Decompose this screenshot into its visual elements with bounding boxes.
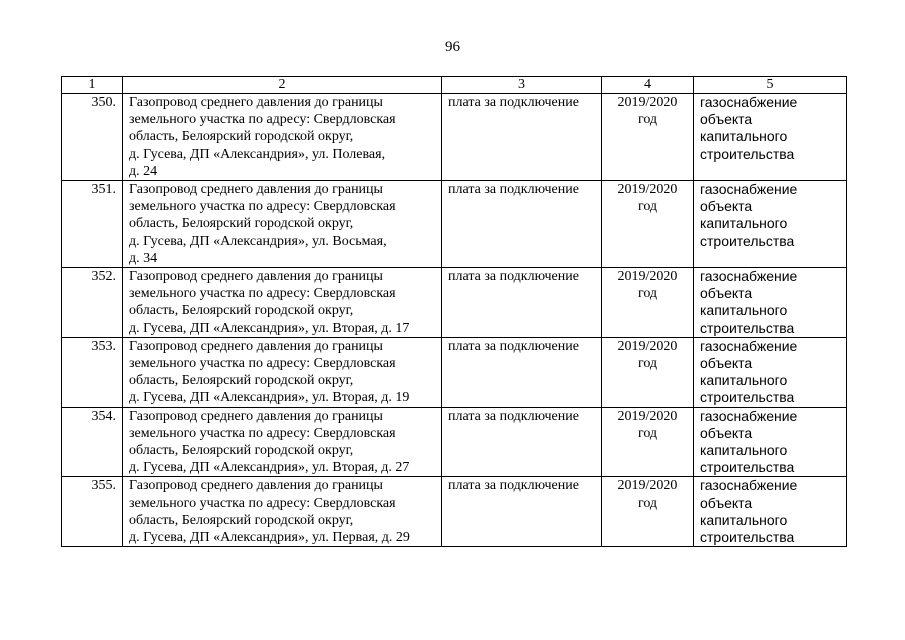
purpose-cell — [694, 337, 847, 407]
description-line: земельного участка по адресу: Свердловская — [129, 199, 396, 215]
table-row — [62, 94, 847, 181]
purpose-line: строительства — [700, 232, 795, 249]
term-line: 2019/2020 — [617, 338, 678, 354]
description-cell — [123, 268, 442, 338]
purpose-line: капитального — [700, 372, 788, 389]
description-line: д. Гусева, ДП «Александрия», ул. Вторая, д. 19 — [129, 390, 410, 406]
term-cell — [602, 181, 694, 268]
table-row — [62, 337, 847, 407]
purpose-line: газоснабжение — [700, 268, 798, 285]
purpose-cell — [694, 268, 847, 338]
purpose-line: газоснабжение — [700, 181, 798, 198]
table-header-row — [62, 77, 847, 94]
row-number-cell: 350. — [62, 94, 123, 181]
row-number-cell: 353. — [62, 337, 123, 407]
purpose-line: строительства — [700, 459, 795, 476]
term-line: год — [637, 495, 658, 511]
description-line: Газопровод среднего давления до границы — [129, 478, 383, 494]
term-cell — [602, 407, 694, 477]
description-line: область, Белоярский городской округ, — [129, 303, 354, 319]
header-cell-2: 2 — [123, 77, 442, 94]
header-cell-1: 1 — [62, 77, 123, 94]
purpose-cell — [694, 94, 847, 181]
purpose-line: капитального — [700, 511, 788, 528]
purpose-line: строительства — [700, 145, 795, 162]
term-line: 2019/2020 — [617, 182, 678, 198]
description-line: Газопровод среднего давления до границы — [129, 408, 383, 424]
table-row — [62, 181, 847, 268]
description-line: земельного участка по адресу: Свердловская — [129, 286, 396, 302]
purpose-line: газоснабжение — [700, 407, 798, 424]
description-line: д. Гусева, ДП «Александрия», ул. Первая, д. 29 — [129, 530, 410, 546]
purpose-line: капитального — [700, 442, 788, 459]
term-cell — [602, 268, 694, 338]
purpose-line: объекта — [700, 285, 753, 302]
description-cell — [123, 181, 442, 268]
header-cell-5: 5 — [694, 77, 847, 94]
purpose-line: строительства — [700, 529, 795, 546]
term-cell — [602, 94, 694, 181]
page-number: 96 — [445, 39, 460, 55]
description-cell — [123, 337, 442, 407]
description-line: область, Белоярский городской округ, — [129, 373, 354, 389]
description-line: д. Гусева, ДП «Александрия», ул. Вторая, д. 17 — [129, 320, 410, 336]
term-cell — [602, 477, 694, 547]
description-line: область, Белоярский городской округ, — [129, 512, 354, 528]
description-line: д. 24 — [129, 163, 158, 179]
purpose-line: газоснабжение — [700, 94, 798, 110]
purpose-cell — [694, 477, 847, 547]
description-line: Газопровод среднего давления до границы — [129, 338, 383, 354]
purpose-line: капитального — [700, 128, 788, 145]
term-line: год — [637, 425, 658, 441]
term-line: 2019/2020 — [617, 269, 678, 285]
term-cell — [602, 337, 694, 407]
description-line: земельного участка по адресу: Свердловская — [129, 356, 396, 372]
description-line: земельного участка по адресу: Свердловская — [129, 495, 396, 511]
description-cell — [123, 407, 442, 477]
term-line: 2019/2020 — [617, 95, 678, 110]
table-body — [62, 77, 847, 547]
purpose-line: объекта — [700, 111, 753, 128]
header-cell-3: 3 — [442, 77, 602, 94]
description-line: Газопровод среднего давления до границы — [129, 95, 383, 110]
fee-type-cell: плата за подключение — [442, 407, 602, 477]
fee-type-cell: плата за подключение — [442, 94, 602, 181]
purpose-line: капитального — [700, 302, 788, 319]
purpose-line: объекта — [700, 198, 753, 215]
fee-type-cell: плата за подключение — [442, 268, 602, 338]
description-line: д. Гусева, ДП «Александрия», ул. Вторая, д. 27 — [129, 460, 410, 476]
description-line: земельного участка по адресу: Свердловская — [129, 425, 396, 441]
description-line: земельного участка по адресу: Свердловская — [129, 112, 396, 128]
data-table — [61, 76, 847, 547]
description-line: Газопровод среднего давления до границы — [129, 269, 383, 285]
description-line: д. 34 — [129, 250, 158, 266]
purpose-cell — [694, 407, 847, 477]
description-line: область, Белоярский городской округ, — [129, 216, 354, 232]
description-line: д. Гусева, ДП «Александрия», ул. Полевая, — [129, 146, 386, 162]
term-line: год — [637, 199, 658, 215]
table-row — [62, 268, 847, 338]
purpose-cell — [694, 181, 847, 268]
row-number-cell: 354. — [62, 407, 123, 477]
fee-type-cell: плата за подключение — [442, 477, 602, 547]
row-number-cell: 352. — [62, 268, 123, 338]
purpose-line: объекта — [700, 494, 753, 511]
purpose-line: объекта — [700, 355, 753, 372]
term-line: 2019/2020 — [617, 478, 678, 494]
description-line: область, Белоярский городской округ, — [129, 443, 354, 459]
purpose-line: строительства — [700, 389, 795, 406]
fee-type-cell: плата за подключение — [442, 181, 602, 268]
description-line: Газопровод среднего давления до границы — [129, 182, 383, 198]
table-row — [62, 477, 847, 547]
purpose-line: объекта — [700, 424, 753, 441]
description-cell — [123, 94, 442, 181]
term-line: год — [637, 112, 658, 128]
term-line: 2019/2020 — [617, 408, 678, 424]
description-line: область, Белоярский городской округ, — [129, 129, 354, 145]
description-cell — [123, 477, 442, 547]
row-number-cell: 355. — [62, 477, 123, 547]
purpose-line: капитального — [700, 215, 788, 232]
header-cell-4: 4 — [602, 77, 694, 94]
fee-type-cell: плата за подключение — [442, 337, 602, 407]
table-row — [62, 407, 847, 477]
purpose-line: строительства — [700, 319, 795, 336]
description-line: д. Гусева, ДП «Александрия», ул. Восьмая, — [129, 233, 387, 249]
purpose-line: газоснабжение — [700, 337, 798, 354]
term-line: год — [637, 356, 658, 372]
term-line: год — [637, 286, 658, 302]
purpose-line: газоснабжение — [700, 477, 798, 494]
row-number-cell: 351. — [62, 181, 123, 268]
